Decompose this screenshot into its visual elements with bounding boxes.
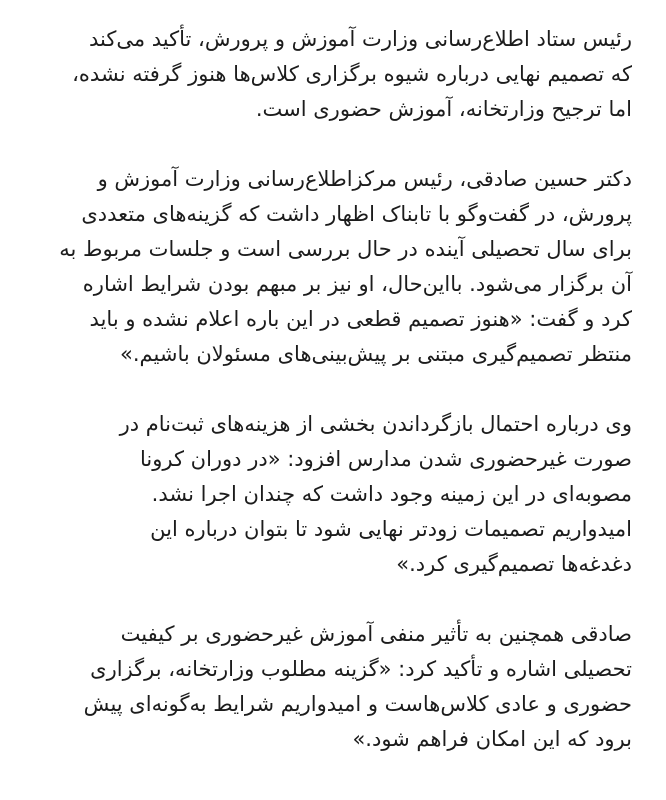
text-line: دغدغه‌ها تصمیم‌گیری کرد.» [396,552,632,576]
paragraph-gap [36,372,632,407]
text-line: وی درباره احتمال بازگرداندن بخشی از هزینه‌های ثبت‌نام در [119,412,632,436]
text-line: منتظر تصمیم‌گیری مبتنی بر پیش‌بینی‌های مسئولان باشیم.» [120,342,632,366]
text-line: رئیس ستاد اطلاع‌رسانی وزارت آموزش و پرورش، تأکید می‌کند [89,27,632,51]
paragraph-1 [36,22,632,127]
text-line: صادقی همچنین به تأثیر منفی آموزش غیرحضوری بر کیفیت [120,622,632,646]
text-line: که تصمیم نهایی درباره شیوه برگزاری کلاس‌ها هنوز گرفته نشده، [72,62,632,86]
text-line: کرد و گفت: «هنوز تصمیم قطعی در این باره اعلام نشده و باید [89,307,632,331]
paragraph-4 [36,617,632,757]
text-line: دکتر حسین صادقی، رئیس مرکزاطلاع‌رسانی وزارت آموزش و [97,167,632,191]
text-line: مصوبه‌ای در این زمینه وجود داشت که چندان اجرا نشد. [151,482,632,506]
text-line: تحصیلی اشاره و تأکید کرد: «گزینه مطلوب وزارتخانه، برگزاری [90,657,632,681]
text-line: پرورش، در گفت‌وگو با تابناک اظهار داشت که گزینه‌های متعددی [81,202,632,226]
text-line: امیدواریم تصمیمات زودتر نهایی شود تا بتوان درباره این [150,517,632,541]
paragraph-gap [36,582,632,617]
text-line: آن برگزار می‌شود. بااین‌حال، او نیز بر مبهم بودن شرایط اشاره [82,272,632,296]
text-line: صورت غیرحضوری شدن مدارس افزود: «در دوران کرونا [140,447,632,471]
paragraph-2 [36,162,632,372]
text-line: حضوری و عادی کلاس‌هاست و امیدواریم شرایط به‌گونه‌ای پیش [83,692,632,716]
text-line: برود که این امکان فراهم شود.» [352,727,632,751]
paragraph-gap [36,127,632,162]
text-line: برای سال تحصیلی آینده در حال بررسی است و جلسات مربوط به [59,237,632,261]
text-line: اما ترجیح وزارتخانه، آموزش حضوری است. [255,97,632,121]
paragraph-3 [36,407,632,582]
